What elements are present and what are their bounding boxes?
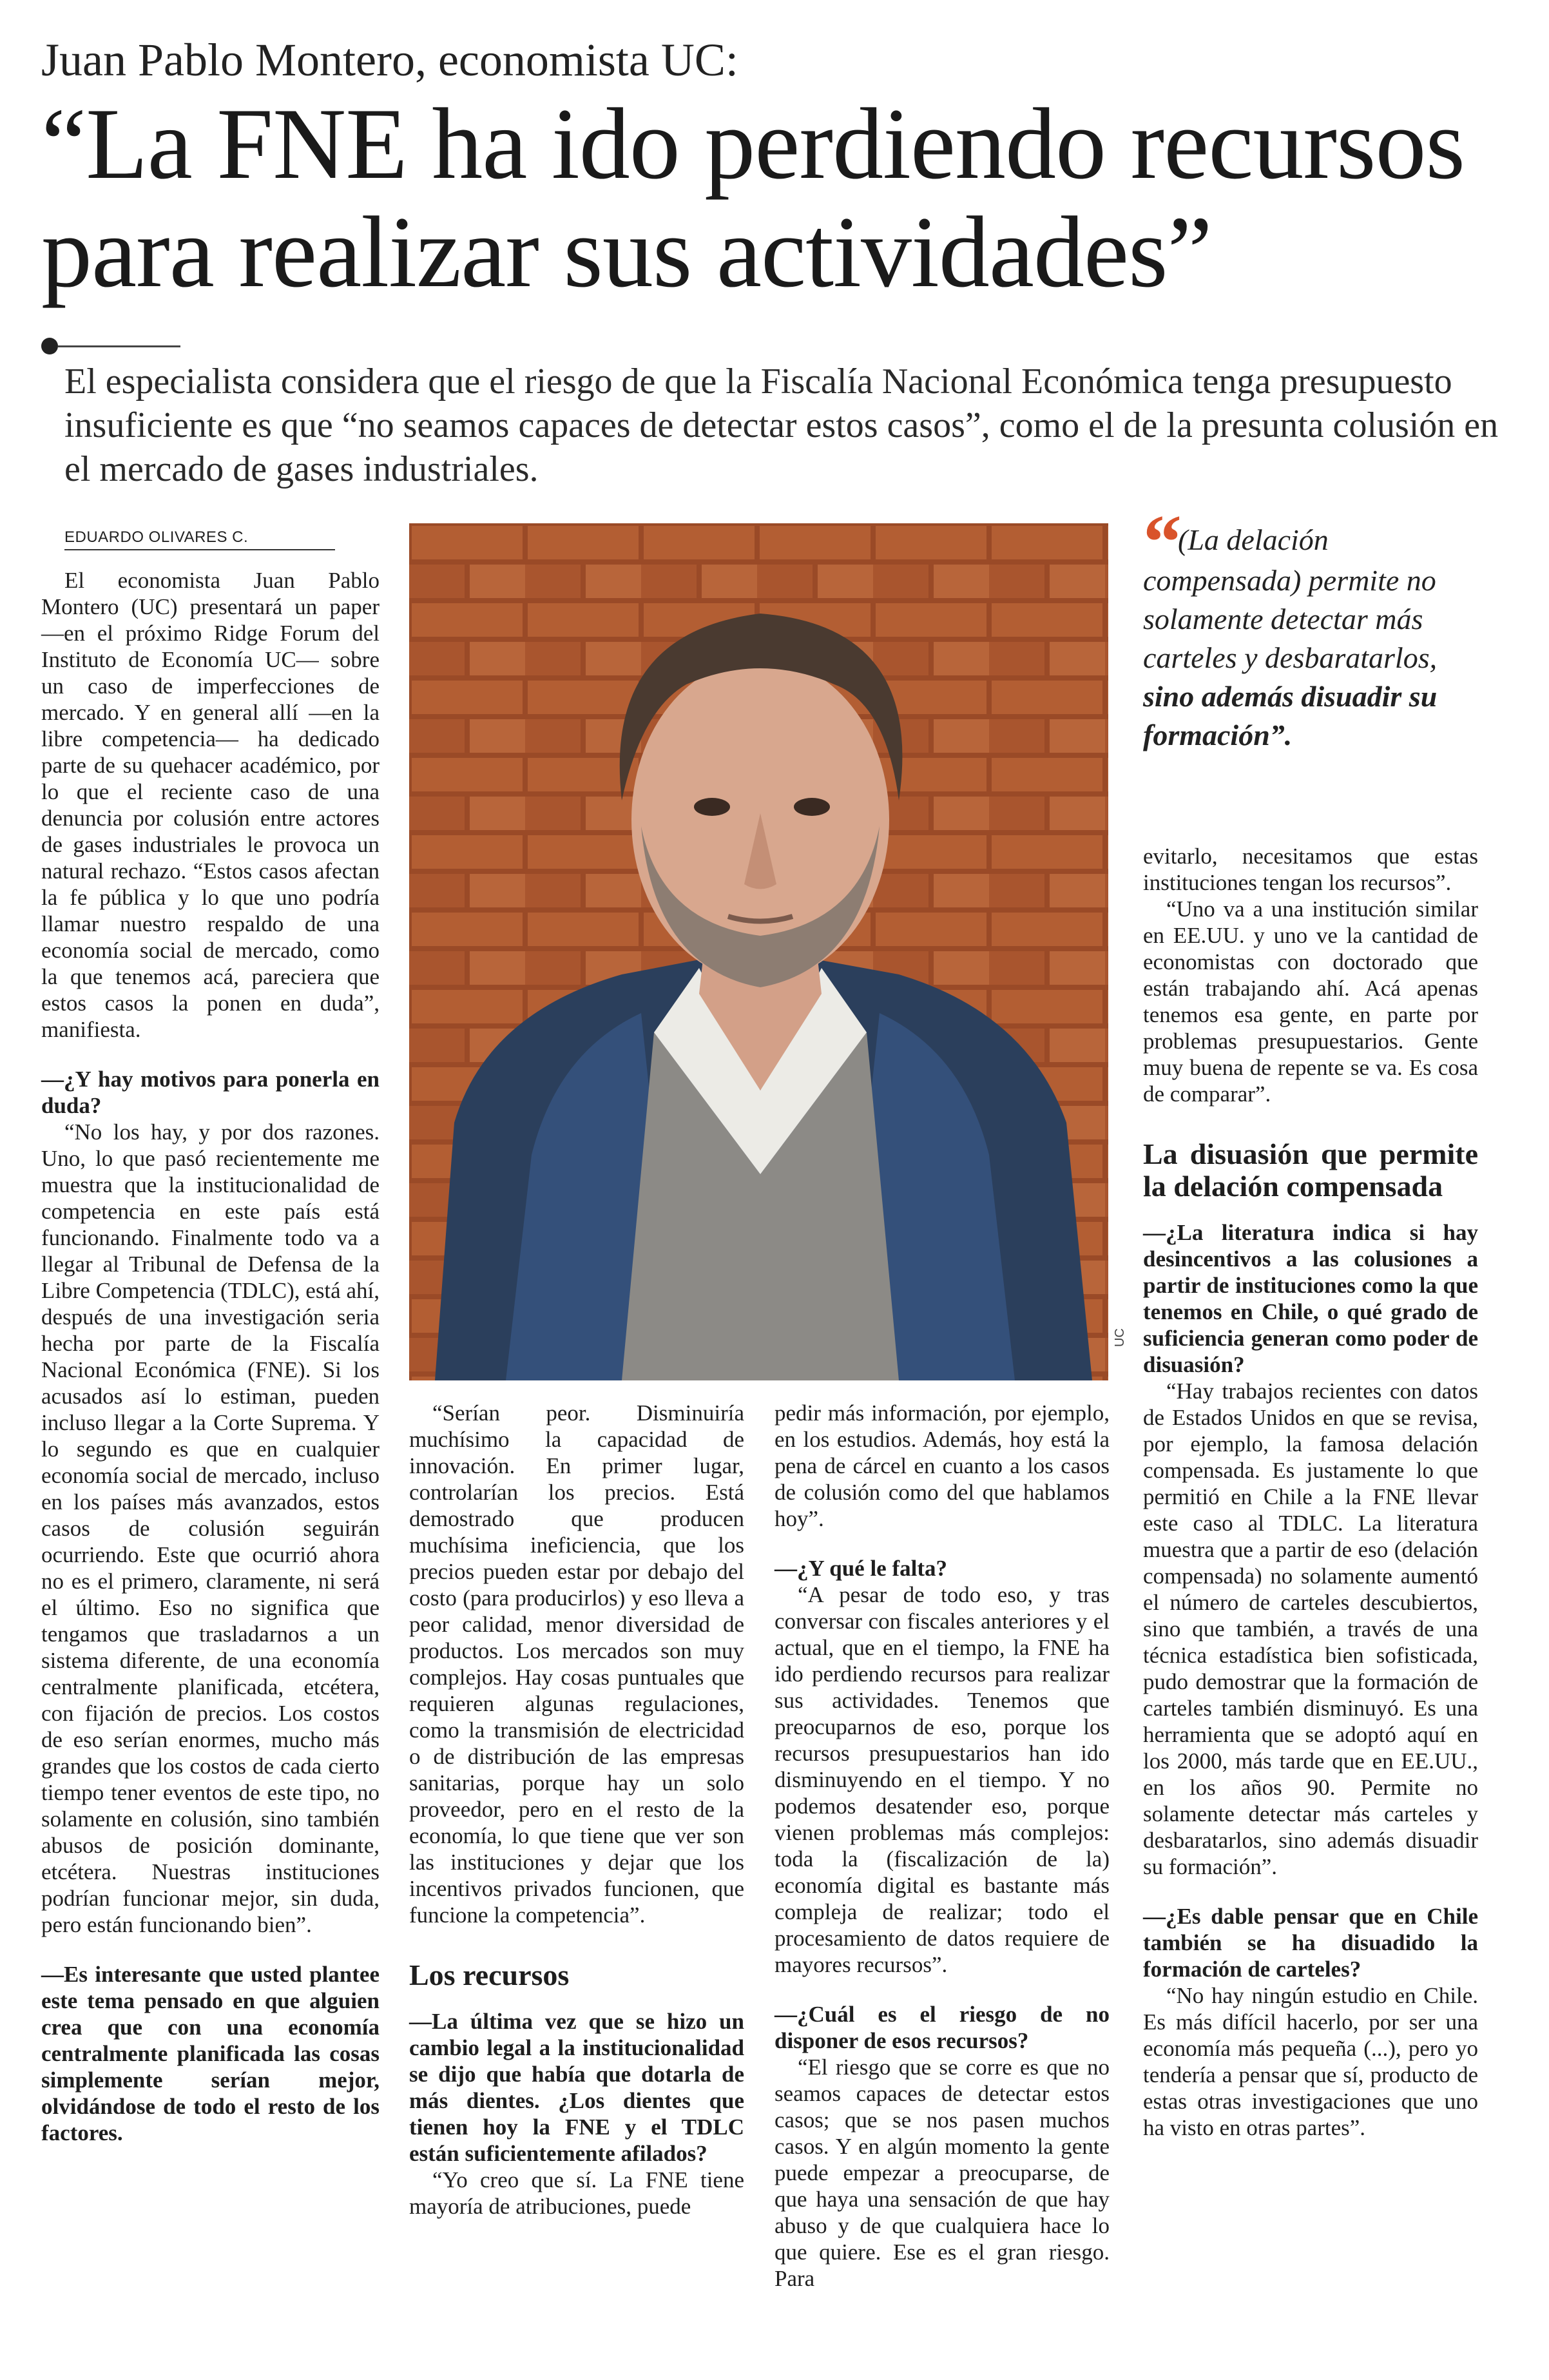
paragraph: El economista Juan Pablo Montero (UC) presentará un paper —en el próximo Ridge Forum del Instituto de Economía UC— sobre un caso de imperfecciones de mercado. Y en general allí —en la libre competencia— ha dedicado parte de su quehacer académico, por lo que el reciente caso de una denuncia por colusión entre actores de gases industriales le provoca un natural rechazo. “Estos casos afectan la fe pública y lo que uno podría llamar nuestro respaldo de una economía social de mercado, como la que tenemos acá, pareciera que estos casos la ponen en duda”, manifiesta. bbox=[41, 568, 380, 1042]
paragraph: “No los hay, y por dos razones. Uno, lo que pasó recientemente me muestra que la institucionalidad de competencia en este país está funcionando. Finalmente todo va a llegar al Tribunal de Defensa de la Libre Competencia (TDLC), está ahí, después de una investigación seria hecha por parte de la Fiscalía Nacional Económica (FNE). Si los acusados así lo estiman, pueden incluso llegar a la Corte Suprema. Y lo segundo es que en cualquier economía social de mercado, incluso en los países más avanzados, estos casos de colusión seguirán ocurriendo. Este que ocurrió ahora no es el primero, claramente, ni será el último. Eso no significa que tengamos que trasladarnos a un sistema diferente, de una economía centralmente planificada, etcétera, con fijación de precios. Los costos de eso serían enormes, mucho más grandes que los costos de cada cierto tiempo tener eventos de este tipo, no solamente en colusión, sino también abusos de posición dominante, etcétera. Nuestras instituciones podrían funcionar mejor, sin duda, pero están funcionando bien”. bbox=[41, 1119, 380, 1937]
question: —¿Cuál es el riesgo de no disponer de esos recursos? bbox=[774, 2002, 1110, 2053]
paragraph: pedir más información, por ejemplo, en los estudios. Además, hoy está la pena de cárcel en cuanto a los casos de colusión como del que hablamos hoy”. bbox=[774, 1400, 1110, 1531]
column-4 bbox=[1143, 843, 1478, 2141]
paragraph: “A pesar de todo eso, y tras conversar con fiscales anteriores y el actual, que en el tiempo, la FNE ha ido perdiendo recursos para realizar sus actividades. Tenemos que preocuparnos de eso, porque los recursos presupuestarios han ido disminuyendo en el tiempo. Y no podemos desatender eso, porque vienen problemas más complejos: toda la (fiscalización de la) economía digital es bastante más compleja de realizar; todo el procesamiento de datos requiere de mayores recursos”. bbox=[774, 1582, 1110, 1977]
photo-credit: UC bbox=[1113, 1328, 1127, 1347]
rule-dot bbox=[41, 338, 58, 354]
paragraph: “El riesgo que se corre es que no seamos capaces de detectar estos casos; que se nos pasen muchos casos. Y en algún momento la gente puede empezar a preocuparse, de que haya una sensación de que hay abuso y de que cualquiera hace lo que quiere. Ese es el gran riesgo. Para bbox=[774, 2055, 1110, 2291]
column-2 bbox=[409, 1400, 744, 2220]
column-3 bbox=[774, 1400, 1110, 2292]
column-1 bbox=[41, 567, 380, 2146]
paragraph: “Serían peor. Disminuiría muchísimo la capacidad de innovación. En primer lugar, controlarían los precios. Está demostrado que producen muchísima ineficiencia, que los precios pueden estar por debajo del costo (para producirlos) y eso lleva a peor calidad, menor diversidad de productos. Los mercados son muy complejos. Hay cosas puntuales que requieren algunas regulaciones, como la transmisión de electricidad o de distribución de las empresas sanitarias, porque hay un solo proveedor, pero en el resto de la economía, lo que tiene que ver son las instituciones y dejar que los incentivos privados funcionen, que funcione la competencia”. bbox=[409, 1400, 744, 1928]
paragraph: “Hay trabajos recientes con datos de Estados Unidos en que se revisa, por ejemplo, la famosa delación compensada. Es justamente lo que permitió en Chile a la FNE llevar este caso al TDLC. La literatura muestra que a partir de eso (delación compensada) no solamente aumentó el número de carteles descubiertos, sino que también, a través de una técnica estadística bien sofisticada, pudo demostrar que la formación de carteles también disminuyó. Es una herramienta que se adoptó aquí en los 2000, más tarde que en EE.UU., en los años 90. Permite no solamente detectar más carteles y desbaratarlos, sino además disuadir su formación”. bbox=[1143, 1379, 1478, 1879]
article-headline: “La FNE ha ido perdiendo recursos para realizar sus actividades” bbox=[41, 88, 1465, 309]
question: —¿Y qué le falta? bbox=[774, 1556, 947, 1581]
pull-quote-emphasis: sino además disuadir su formación”. bbox=[1143, 680, 1438, 751]
question: —¿Y hay motivos para ponerla en duda? bbox=[41, 1067, 380, 1118]
quote-mark-icon: “ bbox=[1143, 499, 1173, 585]
paragraph: evitarlo, necesitamos que estas instituciones tengan los recursos”. bbox=[1143, 844, 1478, 895]
section-heading: Los recursos bbox=[409, 1959, 570, 1991]
question: —¿La literatura indica si hay desincentivos a las colusiones a partir de instituciones como la que tenemos en Chile, o qué grado de suficiencia generan como poder de disuasión? bbox=[1143, 1220, 1478, 1377]
section-heading: La disuasión que permite la delación compensada bbox=[1143, 1137, 1478, 1203]
question: —Es interesante que usted plantee este tema pensado en que alguien crea que con una economía centralmente planificada las cosas simplemente serían mejor, olvidándose de todo el resto de los factores. bbox=[41, 1962, 380, 2145]
article-kicker: Juan Pablo Montero, economista UC: bbox=[41, 34, 738, 86]
article-deck: El especialista considera que el riesgo de que la Fiscalía Nacional Económica tenga presupuesto insuficiente es que “no seamos capaces de detectar estos casos”, como el de la presunta colusión en el mercado de gases industriales. bbox=[64, 362, 1499, 489]
paragraph: “No hay ningún estudio en Chile. Es más difícil hacerlo, por ser una economía más pequeña (...), pero yo tendería a pensar que sí, producto de estas otras investigaciones que uno ha visto en otras partes”. bbox=[1143, 1983, 1478, 2140]
portrait-photo bbox=[409, 523, 1108, 1380]
question: —¿Es dable pensar que en Chile también se ha disuadido la formación de carteles? bbox=[1143, 1904, 1478, 1982]
pull-quote-text: (La delación compensada) permite no solamente detectar más carteles y desbaratarlos, bbox=[1143, 523, 1438, 674]
byline: EDUARDO OLIVARES C. bbox=[64, 528, 335, 550]
rule-line bbox=[58, 345, 180, 347]
portrait-illustration bbox=[409, 523, 1108, 1380]
paragraph: “Uno va a una institución similar en EE.UU. y uno ve la cantidad de economistas con doctorado que están trabajando ahí. Acá apenas tenemos esa gente, en parte por problemas presupuestarios. Gente muy buena de repente se va. Es cosa de comparar”. bbox=[1143, 896, 1478, 1107]
paragraph: “Yo creo que sí. La FNE tiene mayoría de atribuciones, puede bbox=[409, 2167, 744, 2219]
question: —La última vez que se hizo un cambio legal a la institucionalidad se dijo que había que dotarla de más dientes. ¿Los dientes que tienen hoy la FNE y el TDLC están suficientemente afilados? bbox=[409, 2009, 744, 2166]
pull-quote bbox=[1143, 499, 1491, 755]
